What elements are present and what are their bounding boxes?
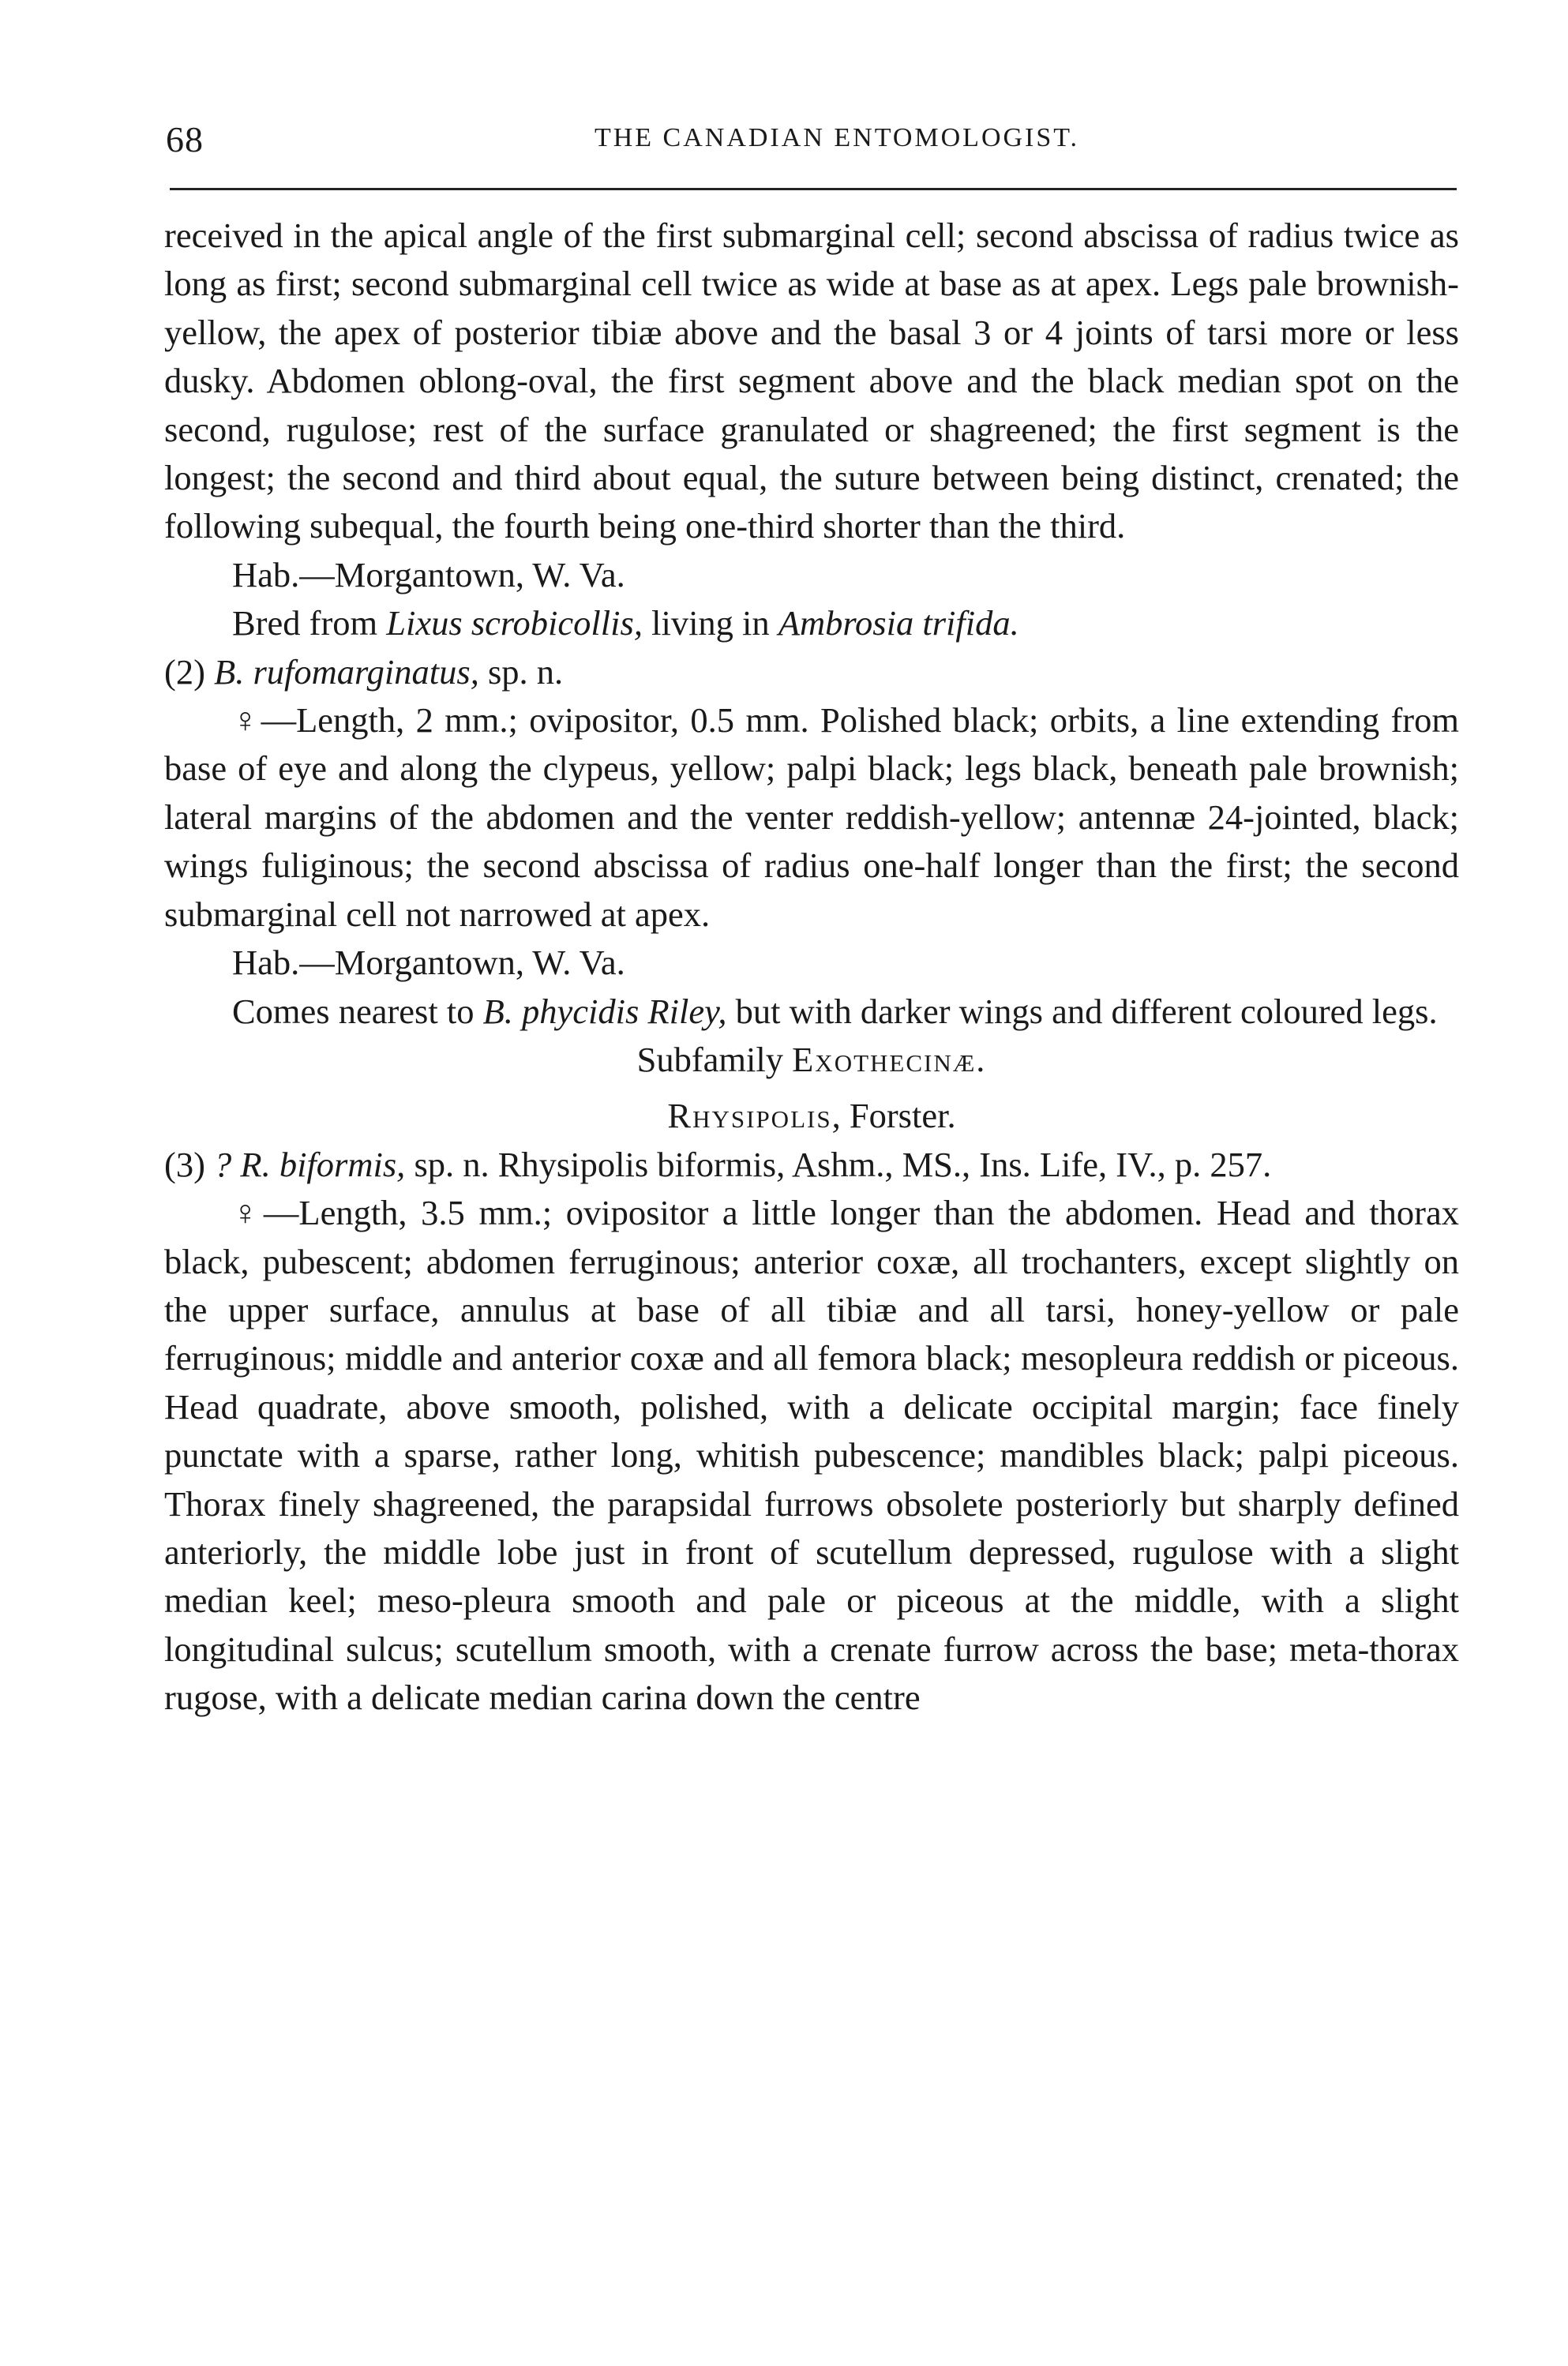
habitat-line: Hab.—Morgantown, W. Va.	[232, 943, 625, 983]
paragraph-species-2-description: ♀—Length, 2 mm.; ovipositor, 0.5 mm. Polished black; orbits, a line extending from base of eye and along the clypeus, yellow; palpi black; legs black, beneath pale brownish; lateral margins of the abdomen and the venter reddish-yellow; antennæ 24-jointed, black; wings fuliginous; the second abscissa of radius one-half longer than the first; the second submarginal cell not narrowed at apex.	[164, 700, 1459, 934]
page-header	[166, 118, 1461, 166]
species-number: (2)	[164, 651, 215, 692]
genus-author: , Forster.	[831, 1096, 956, 1136]
paragraph-species-3-description: ♀—Length, 3.5 mm.; ovipositor a little longer than the abdomen. Head and thorax black, pubescent; abdomen ferruginous; anterior coxæ, all trochanters, except slightly on the upper surface, annulus at base of all tibiæ and all tarsi, honey-yellow or pale ferruginous; middle and anterior coxæ and all femora black; mesopleura reddish or piceous. Head quadrate, above smooth, polished, with a delicate occipital margin; face finely punctate with a sparse, rather long, whitish pubescence; mandibles black; palpi piceous. Thorax finely shagreened, the parapsidal furrows obsolete posteriorly but sharply defined anteriorly, the middle lobe just in front of scutellum depressed, rugulose with a slight median keel; meso-pleura smooth and pale or piceous at the middle, with a slight longitudinal sulcus; scutellum smooth, with a crenate furrow across the base; meta-thorax rugose, with a delicate median carina down the centre	[164, 1193, 1459, 1718]
subfamily-label: Subfamily	[636, 1039, 793, 1079]
host-plant-name: Ambrosia trifida.	[778, 603, 1019, 643]
comparison-text: Comes nearest to	[232, 991, 483, 1031]
bred-from-line	[164, 599, 1459, 647]
subfamily-heading	[164, 1036, 1459, 1084]
page-number: 68	[166, 119, 204, 159]
compared-species-name: B. phycidis Riley,	[482, 991, 727, 1031]
species-name: Lixus scrobicollis,	[386, 603, 643, 643]
comparison-text-rest: but with darker wings and different coloured legs.	[726, 991, 1438, 1031]
species-name: B. rufomarginatus,	[214, 651, 479, 692]
species-name: ? R. biformis,	[214, 1144, 406, 1184]
paragraph-description-continued: received in the apical angle of the first submarginal cell; second abscissa of radius twice as long as first; second submarginal cell twice as wide at base as at apex. Legs pale brownish-yellow, the apex of posterior tibiæ above and the basal 3 or 4 joints of tarsi more or less dusky. Abdomen oblong-oval, the first segment above and the black median spot on the second, rugulose; rest of the surface granulated or shagreened; the first segment is the longest; the second and third about equal, the suture between being distinct, crenated; the following subequal, the fourth being one-third shorter than the third.	[164, 216, 1459, 546]
species-number: (3)	[164, 1144, 215, 1184]
species-status: sp. n.	[478, 651, 564, 692]
genus-name: Rhysipolis	[667, 1096, 832, 1136]
genus-heading	[164, 1092, 1459, 1140]
subfamily-name: Exothecinæ.	[792, 1039, 987, 1079]
bred-from-text: Bred from	[232, 603, 387, 643]
running-title: THE CANADIAN ENTOMOLOGIST.	[594, 123, 1080, 152]
species-synonym: sp. n. Rhysipolis biformis, Ashm., MS., Ins. Life, IV., p. 257.	[405, 1144, 1272, 1184]
body-text	[164, 212, 1459, 1723]
comparison-note	[164, 988, 1459, 1036]
living-in-text: living in	[642, 603, 778, 643]
habitat-line: Hab.—Morgantown, W. Va.	[232, 554, 625, 594]
species-heading-2	[164, 648, 1459, 696]
species-heading-3	[164, 1141, 1459, 1189]
header-rule	[170, 188, 1457, 190]
